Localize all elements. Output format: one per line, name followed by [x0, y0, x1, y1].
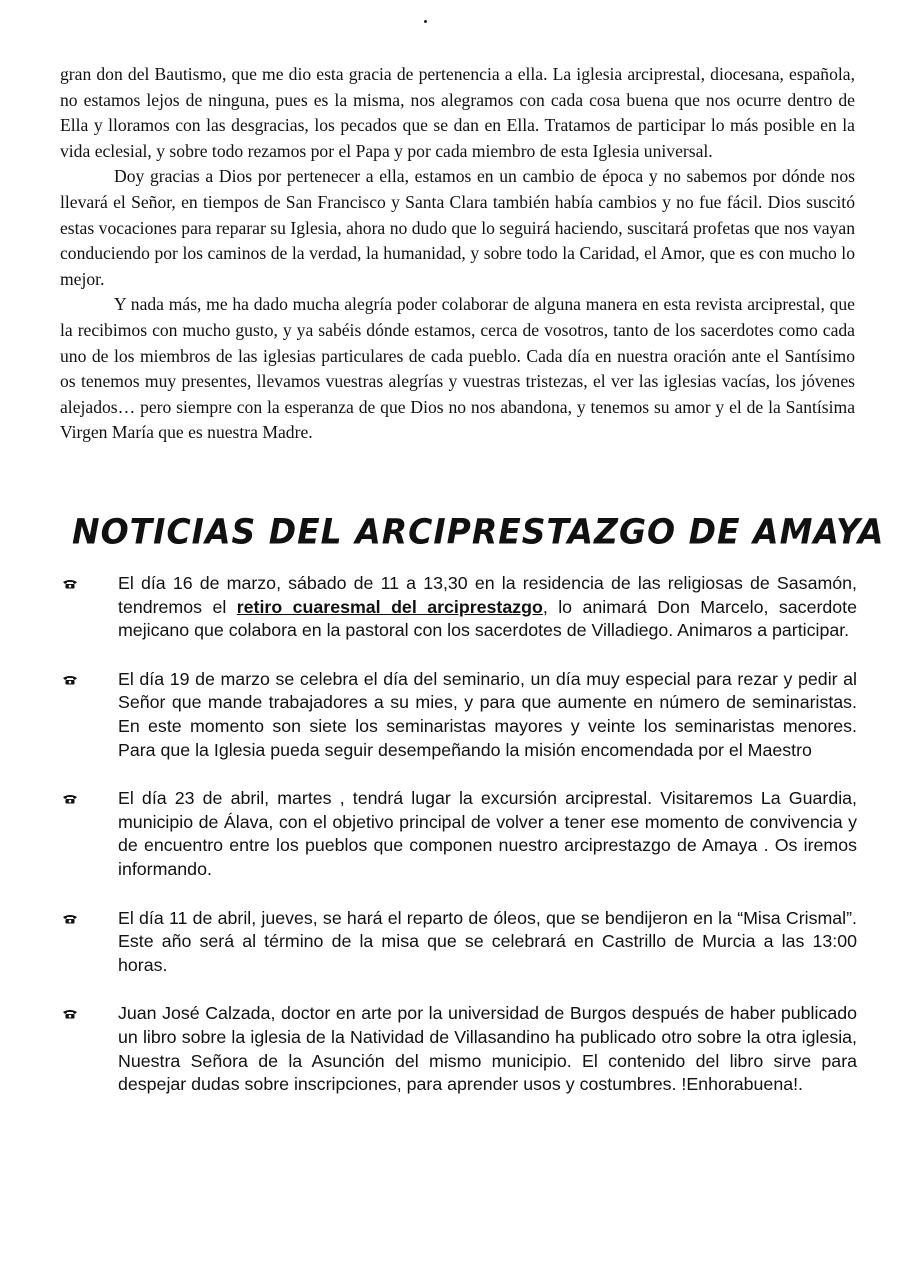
news-highlight: retiro cuaresmal del arciprestazgo	[236, 596, 543, 617]
telephone-icon	[62, 1009, 78, 1019]
letter-paragraph: gran don del Bautismo, que me dio esta gracia de pertenencia a ella. La iglesia arciprestal, diocesana, española, no estamos lejos de ninguna, pues es la misma, nos alegramos con cada cosa buena que nos ocurre dentro de Ella y lloramos con las desgracias, los pecados que se dan en Ella. Tratamos de participar lo más posible en la vida eclesial, y sobre todo rezamos por el Papa y por cada miembro de esta Iglesia universal.	[60, 64, 855, 161]
section-title: NOTICIAS DEL ARCIPRESTAZGO DE AMAYA	[72, 511, 885, 552]
news-text: El día 19 de marzo se celebra el día del seminario, un día muy especial para rezar y pedir al Señor que mande trabajadores a su mies, y para que aumente en número de seminaristas. En este momento son siete los seminaristas mayores y veinte los seminaristas menores. Para que la Iglesia pueda seguir desempeñando la misión encomendada por el Maestro	[118, 668, 857, 760]
news-item	[62, 1002, 857, 1096]
news-item	[62, 907, 857, 978]
news-text: , lo animará Don Marcelo, sacerdote mejicano que colabora en la pastoral con los sacerdotes de Villadiego. Animaros a participar.	[118, 596, 857, 641]
news-list	[62, 572, 857, 1097]
news-text: El día 16 de marzo, sábado de 11 a 13,30 en la residencia de las religiosas de Sasamón, tendremos el	[118, 573, 857, 617]
news-item	[62, 668, 857, 762]
news-item	[62, 787, 857, 881]
letter-paragraph: Y nada más, me ha dado mucha alegría poder colaborar de alguna manera en esta revista arciprestal, que la recibimos con mucho gusto, y ya sabéis dónde estamos, cerca de vosotros, tanto de los sacerdotes como cada uno de los miembros de las iglesias particulares de cada pueblo. Cada día en nuestra oración ante el Santísimo os tenemos muy presentes, llevamos vuestras alegrías y vuestras tristezas, el ver las iglesias vacías, los jóvenes alejados… pero siempre con la esperanza de que Dios no nos abandona, y tenemos su amor y el de la Santísima Virgen María que es nuestra Madre.	[60, 294, 855, 443]
news-item	[62, 572, 857, 643]
news-text: El día 23 de abril, martes , tendrá lugar la excursión arciprestal. Visitaremos La Guardia, municipio de Álava, con el objetivo principal de volver a tener ese momento de convivencia y de encuentro entre los pueblos que componen nuestro arciprestazgo de Amaya . Os iremos informando.	[118, 788, 857, 879]
letter-body	[60, 62, 855, 446]
telephone-icon	[62, 675, 78, 685]
telephone-icon	[62, 579, 78, 589]
telephone-icon	[62, 794, 78, 804]
letter-paragraph: Doy gracias a Dios por pertenecer a ella, estamos en un cambio de época y no sabemos por dónde nos llevará el Señor, en tiempos de San Francisco y Santa Clara también había cambios y no fue fácil. Dios suscitó estas vocaciones para reparar su Iglesia, ahora no dudo que lo seguirá haciendo, suscitará profetas que nos vayan conduciendo por los caminos de la verdad, la humanidad, y sobre todo la Caridad, el Amor, que es con mucho lo mejor.	[60, 166, 855, 289]
news-text: El día 11 de abril, jueves, se hará el reparto de óleos, que se bendijeron en la “Misa Crismal”. Este año será al término de la misa que se celebrará en Castrillo de Murcia a las 13:00 horas.	[118, 907, 857, 975]
telephone-icon	[62, 914, 78, 924]
scan-speck	[424, 20, 427, 23]
news-text: Juan José Calzada, doctor en arte por la universidad de Burgos después de haber publicado un libro sobre la iglesia de la Natividad de Villasandino ha publicado otro sobre la otra iglesia, Nuestra Señora de la Asunción del mismo municipio. El contenido del libro sirve para despejar dudas sobre inscripciones, para aprender usos y costumbres. !Enhorabuena!.	[118, 1003, 857, 1095]
